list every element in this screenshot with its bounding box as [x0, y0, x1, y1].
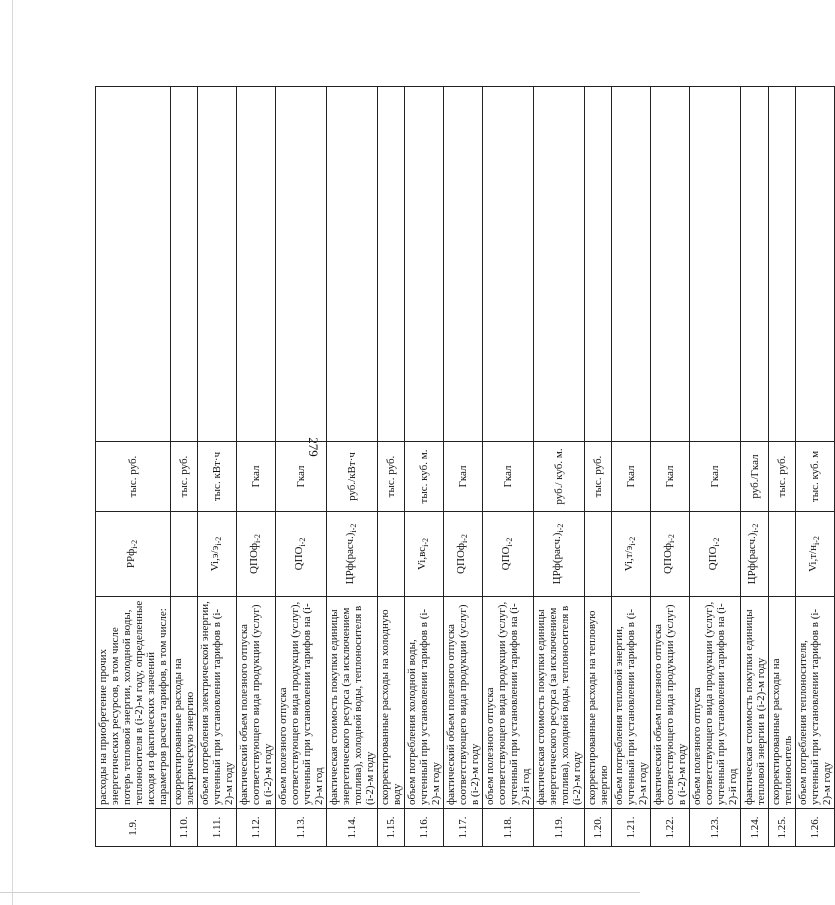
- row-value-empty: [237, 87, 276, 442]
- row-description: объем полезного отпуска соответствующего вида продукции (услуг), учтенный при установлении тарифов на (i-2)-й год: [483, 597, 534, 809]
- symbol-main: Vi,э/э: [208, 545, 221, 572]
- row-symbol: [483, 512, 534, 597]
- row-symbol: [444, 512, 483, 597]
- row-number: 1.20.: [585, 809, 612, 847]
- row-value-empty: [198, 87, 237, 442]
- table-row: [585, 87, 612, 847]
- row-unit: тыс. руб.: [378, 442, 405, 512]
- symbol-main: QПОф: [661, 542, 674, 574]
- row-unit: тыс. руб.: [96, 442, 171, 512]
- row-value-empty: [612, 87, 651, 442]
- row-value-empty: [276, 87, 327, 442]
- row-description: объем потребления холодной воды, учтенный при установлении тарифов в (i-2)-м году: [405, 597, 444, 809]
- row-description: фактический объем полезного отпуска соответствующего вида продукции (услуг) в (i-2)-м году: [651, 597, 690, 809]
- row-number: 1.25.: [769, 809, 796, 847]
- row-number: 1.12.: [237, 809, 276, 847]
- row-value-empty: [405, 87, 444, 442]
- symbol-main: ЦРф(расч.): [550, 532, 563, 585]
- symbol-main: QПО: [706, 546, 719, 571]
- row-unit: тыс. куб. м: [796, 442, 835, 512]
- symbol-main: QПОф: [454, 542, 467, 574]
- row-value-empty: [96, 87, 171, 442]
- row-description: скорректированные расходы на тепловую энергию: [585, 597, 612, 809]
- row-number: 1.23.: [690, 809, 741, 847]
- row-symbol: [651, 512, 690, 597]
- row-number: 1.13.: [276, 809, 327, 847]
- row-description: фактическая стоимость покупки единицы энергетического ресурса (за исключением топлива), холодной воды, теплоносителя в (i-2)-м году: [534, 597, 585, 809]
- table-row: [612, 87, 651, 847]
- row-symbol: [690, 512, 741, 597]
- row-unit: Гкал: [651, 442, 690, 512]
- row-symbol: [327, 512, 378, 597]
- row-value-empty: [769, 87, 796, 442]
- row-unit: тыс. руб.: [769, 442, 796, 512]
- row-value-empty: [444, 87, 483, 442]
- row-description: объем потребления теплоносителя, учтенный при установлении тарифов в (i-2)-м году: [796, 597, 835, 809]
- row-unit: Гкал: [690, 442, 741, 512]
- row-symbol: [769, 512, 796, 597]
- table-row: [444, 87, 483, 847]
- table-row: [327, 87, 378, 847]
- row-number: 1.22.: [651, 809, 690, 847]
- row-description: фактическая стоимость покупки единицы энергетического ресурса (за исключением топлива), холодной воды, теплоносителя в (i-2)-м году: [327, 597, 378, 809]
- row-unit: тыс. куб. м.: [405, 442, 444, 512]
- symbol-subscript: i-2: [505, 537, 515, 547]
- row-number: 1.14.: [327, 809, 378, 847]
- table-row: [276, 87, 327, 847]
- symbol-subscript: i-2: [253, 534, 263, 543]
- row-symbol: [237, 512, 276, 597]
- row-description: скорректированные расходы на теплоноситель: [769, 597, 796, 809]
- symbol-subscript: i-2: [298, 537, 308, 547]
- table-row: [405, 87, 444, 847]
- table-row: [651, 87, 690, 847]
- page-bottom-edge: [0, 892, 640, 893]
- row-description: объем потребления тепловой энергии, учтенный при установлении тарифов в (i-2)-м году: [612, 597, 651, 809]
- row-unit: руб./кВт·ч: [327, 442, 378, 512]
- row-symbol: [96, 512, 171, 597]
- row-symbol: [796, 512, 835, 597]
- row-symbol: [534, 512, 585, 597]
- table-row: [741, 87, 769, 847]
- row-symbol: [612, 512, 651, 597]
- row-symbol: [276, 512, 327, 597]
- symbol-subscript: i-2: [460, 534, 470, 543]
- symbol-subscript: i-2: [667, 534, 677, 543]
- row-value-empty: [651, 87, 690, 442]
- row-symbol: [585, 512, 612, 597]
- row-symbol: [741, 512, 769, 597]
- row-symbol: [405, 512, 444, 597]
- row-description: фактическая стоимость покупки единицы тепловой энергии в (i-2)-м году: [741, 597, 769, 809]
- row-unit: тыс. кВт·ч: [198, 442, 237, 512]
- symbol-main: QПО: [292, 546, 305, 571]
- row-value-empty: [483, 87, 534, 442]
- row-description: скорректированные расходы на холодную воду: [378, 597, 405, 809]
- row-description: объем полезного отпуска соответствующего вида продукции (услуг), учтенный при установлении тарифов на (i-2)-м год: [276, 597, 327, 809]
- table-row: [237, 87, 276, 847]
- indicators-table: [95, 86, 835, 847]
- table-row: [690, 87, 741, 847]
- table-row: [769, 87, 796, 847]
- row-unit: руб./ куб. м.: [534, 442, 585, 512]
- row-unit: Гкал: [237, 442, 276, 512]
- page-left-edge: [12, 0, 13, 905]
- table-row: [171, 87, 198, 847]
- symbol-subscript: i-2: [349, 523, 359, 533]
- row-number: 1.15.: [378, 809, 405, 847]
- row-description: скорректированные расходы на электрическую энергию: [171, 597, 198, 809]
- symbol-subscript: i-2: [628, 536, 638, 546]
- row-number: 1.26.: [796, 809, 835, 847]
- table-row: [796, 87, 835, 847]
- row-description: фактический объем полезного отпуска соответствующего вида продукции (услуг) в (i-2)-м году: [444, 597, 483, 809]
- row-number: 1.11.: [198, 809, 237, 847]
- row-number: 1.16.: [405, 809, 444, 847]
- symbol-subscript: i-2: [812, 536, 822, 546]
- symbol-subscript: i-2: [214, 536, 224, 546]
- symbol-main: QПОф: [247, 542, 260, 574]
- row-value-empty: [796, 87, 835, 442]
- symbol-subscript: i-2: [712, 537, 722, 547]
- symbol-main: ЦРф(расч.): [746, 532, 759, 585]
- row-value-empty: [534, 87, 585, 442]
- row-symbol: [198, 512, 237, 597]
- row-description: расходы на приобретение прочих энергетических ресурсов, в том числе потерь тепловой энергии, холодной воды, теплоносителя в (i-2)-м году, определенные исходя из фактических значений параметров расчета тарифов, в том числе:: [96, 597, 171, 809]
- symbol-subscript: i-2: [130, 539, 140, 549]
- symbol-main: ЦРф(расч.): [343, 532, 356, 585]
- row-number: 1.21.: [612, 809, 651, 847]
- row-unit: Гкал: [483, 442, 534, 512]
- symbol-main: Vi,т/э: [622, 545, 635, 572]
- row-number: 1.10.: [171, 809, 198, 847]
- table-row: [198, 87, 237, 847]
- table-row: [96, 87, 171, 847]
- row-number: 1.24.: [741, 809, 769, 847]
- rotated-table-sheet: [95, 87, 833, 847]
- row-number: 1.18.: [483, 809, 534, 847]
- row-unit: тыс. руб.: [585, 442, 612, 512]
- table-row: [534, 87, 585, 847]
- symbol-main: Vi,т/н: [806, 545, 819, 572]
- row-number: 1.9.: [96, 809, 171, 847]
- row-value-empty: [171, 87, 198, 442]
- page-number: 279: [306, 437, 321, 457]
- row-unit: Гкал: [612, 442, 651, 512]
- symbol-main: QПО: [499, 546, 512, 571]
- row-unit: руб./Гкал: [741, 442, 769, 512]
- symbol-subscript: i-2: [751, 523, 761, 533]
- symbol-subscript: i-2: [421, 538, 431, 547]
- row-unit: Гкал: [444, 442, 483, 512]
- row-description: объем потребления электрической энергии, учтенный при установлении тарифов в (i-2)-м году: [198, 597, 237, 809]
- symbol-subscript: i-2: [556, 523, 566, 533]
- row-value-empty: [741, 87, 769, 442]
- row-value-empty: [585, 87, 612, 442]
- row-number: 1.17.: [444, 809, 483, 847]
- table-row: [378, 87, 405, 847]
- symbol-main: РРф: [124, 548, 137, 569]
- row-symbol: [378, 512, 405, 597]
- row-unit: Гкал: [276, 442, 327, 512]
- row-value-empty: [327, 87, 378, 442]
- table-row: [483, 87, 534, 847]
- row-value-empty: [378, 87, 405, 442]
- row-unit: тыс. руб.: [171, 442, 198, 512]
- row-symbol: [171, 512, 198, 597]
- row-number: 1.19.: [534, 809, 585, 847]
- symbol-main: Vi,вс: [415, 546, 428, 570]
- row-description: фактический объем полезного отпуска соответствующего вида продукции (услуг) в (i-2)-м году: [237, 597, 276, 809]
- row-value-empty: [690, 87, 741, 442]
- row-description: объем полезного отпуска соответствующего вида продукции (услуг), учтенный при установлении тарифов на (i-2)-й год: [690, 597, 741, 809]
